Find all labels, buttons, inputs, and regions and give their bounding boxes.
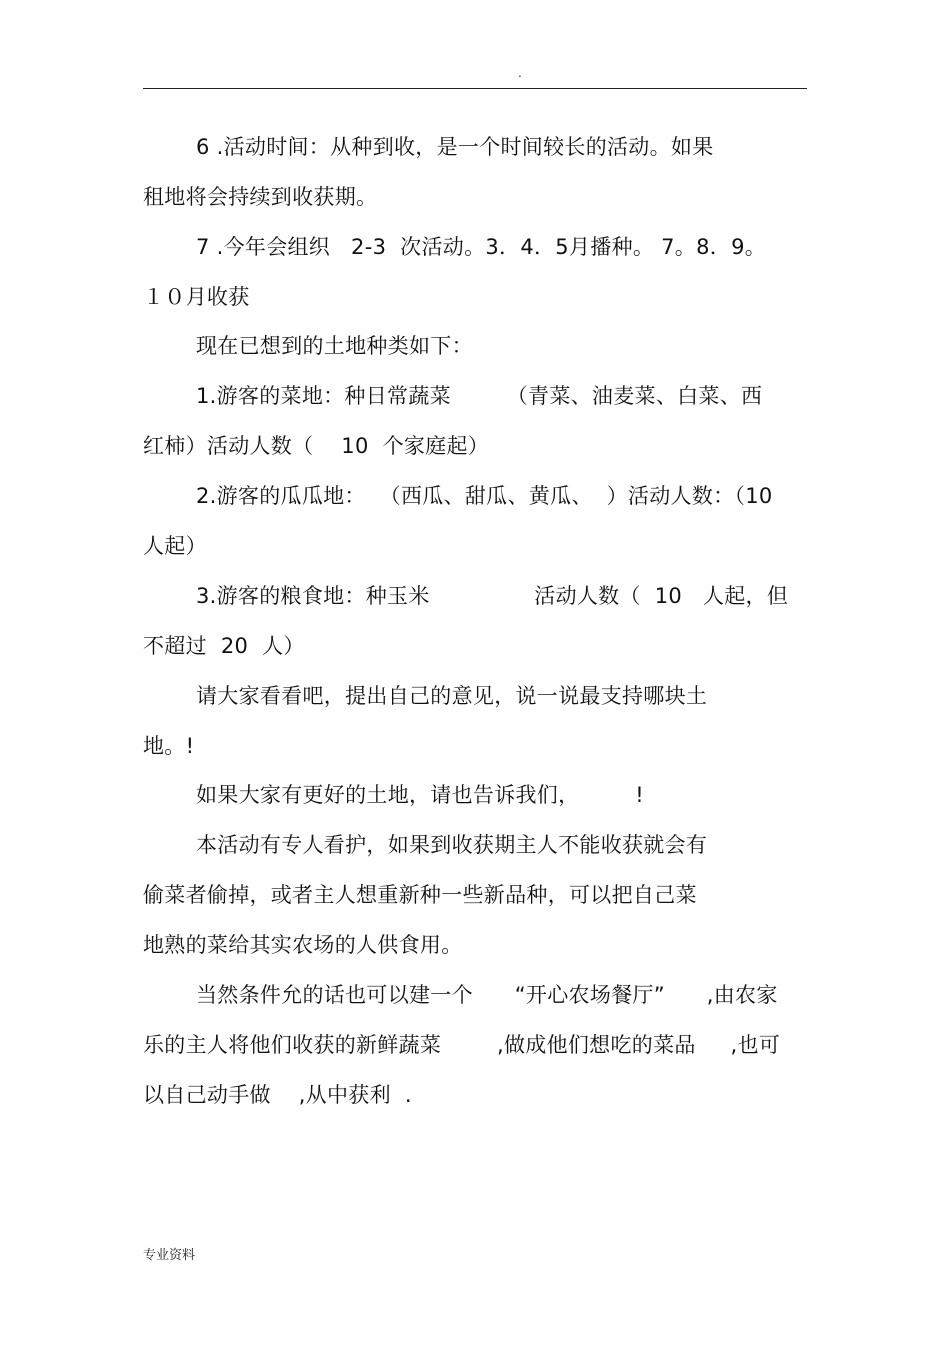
body-line: 地熟的菜给其实农场的人供食用。 [143, 933, 463, 957]
body-line: 红柿）活动人数（ 10 个家庭起） [143, 434, 490, 458]
body-line: 人起） [143, 534, 207, 558]
body-line: 现在已想到的土地种类如下： [196, 334, 473, 358]
body-line: 3.游客的粮食地：种玉米 活动人数（ 10 人起，但 [196, 584, 789, 608]
header-rule [143, 88, 807, 89]
body-line: 以自己动手做 ,从中获利 . [143, 1083, 412, 1107]
body-line: 1.游客的菜地：种日常蔬菜 （青菜、油麦菜、白菜、西 [196, 384, 763, 408]
body-line: 偷菜者偷掉，或者主人想重新种一些新品种，可以把自己菜 [143, 883, 697, 907]
body-line: 2.游客的瓜瓜地： （西瓜、甜瓜、黄瓜、 ）活动人数：（10 [196, 484, 773, 508]
body-line: 租地将会持续到收获期。 [143, 185, 378, 209]
body-line: 如果大家有更好的土地，请也告诉我们， ! [196, 783, 644, 807]
body-line: 7 .今年会组织 2-3 次活动。3．4．5月播种。 7。8．9。 [196, 235, 767, 259]
body-line: 本活动有专人看护，如果到收获期主人不能收获就会有 [196, 833, 708, 857]
body-line: 不超过 20 人） [143, 634, 305, 658]
body-line: 当然条件允的话也可以建一个 “开心农场餐厅” ,由农家 [196, 983, 778, 1007]
footer-label: 专业资料 [143, 1248, 196, 1263]
body-line: 地。! [143, 734, 195, 758]
body-line: 6 .活动时间：从种到收，是一个时间较长的活动。如果 [196, 135, 714, 159]
header-mark: . [518, 66, 522, 80]
body-line: 乐的主人将他们收获的新鲜蔬菜 ,做成他们想吃的菜品 ,也可 [143, 1033, 781, 1057]
body-line: 请大家看看吧，提出自己的意见，说一说最支持哪块土 [196, 684, 708, 708]
body-line: １０月收获 [143, 285, 250, 309]
